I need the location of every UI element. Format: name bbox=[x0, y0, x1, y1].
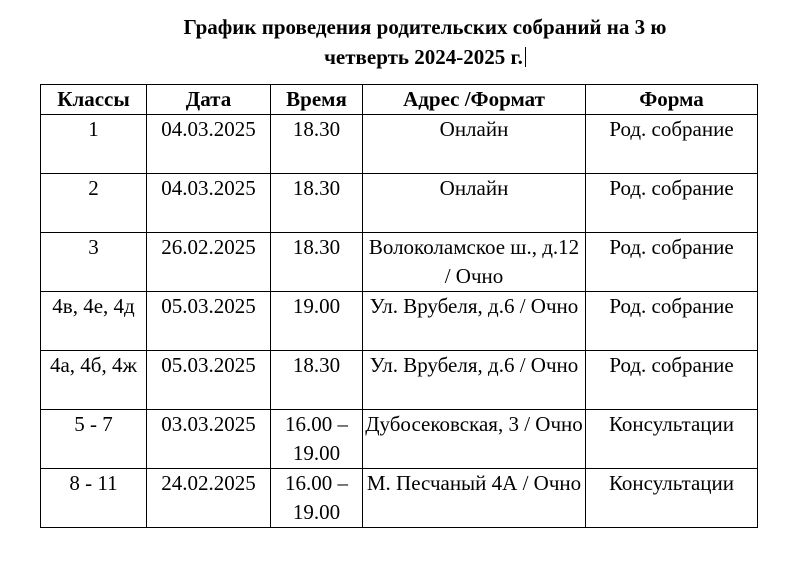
table-row bbox=[41, 292, 758, 351]
text-cursor bbox=[525, 47, 526, 67]
cell-date: 26.02.2025 bbox=[147, 233, 271, 292]
header-classes: Классы bbox=[41, 85, 147, 115]
cell-form: Род. собрание bbox=[586, 115, 758, 174]
cell-classes: 8 - 11 bbox=[41, 469, 147, 528]
cell-date: 05.03.2025 bbox=[147, 292, 271, 351]
document-title-line-1: График проведения родительских собраний на 3 ю bbox=[183, 15, 667, 39]
cell-address: Волоколамское ш., д.12 / Очно bbox=[363, 233, 586, 292]
cell-time: 16.00 – 19.00 bbox=[271, 410, 363, 469]
cell-time: 18.30 bbox=[271, 174, 363, 233]
document-title-line-2 bbox=[0, 42, 800, 72]
table-row bbox=[41, 174, 758, 233]
cell-classes: 5 - 7 bbox=[41, 410, 147, 469]
cell-time: 19.00 bbox=[271, 292, 363, 351]
cell-classes: 3 bbox=[41, 233, 147, 292]
cell-date: 04.03.2025 bbox=[147, 174, 271, 233]
cell-form: Род. собрание bbox=[586, 351, 758, 410]
header-row bbox=[41, 85, 758, 115]
cell-date: 05.03.2025 bbox=[147, 351, 271, 410]
cell-address: Ул. Врубеля, д.6 / Очно bbox=[363, 292, 586, 351]
header-date: Дата bbox=[147, 85, 271, 115]
cell-address: М. Песчаный 4А / Очно bbox=[363, 469, 586, 528]
cell-date: 03.03.2025 bbox=[147, 410, 271, 469]
cell-address: Онлайн bbox=[363, 174, 586, 233]
table-row bbox=[41, 233, 758, 292]
table-header bbox=[41, 85, 758, 115]
cell-date: 04.03.2025 bbox=[147, 115, 271, 174]
cell-form: Консультации bbox=[586, 410, 758, 469]
cell-form: Род. собрание bbox=[586, 233, 758, 292]
cell-time: 16.00 – 19.00 bbox=[271, 469, 363, 528]
cell-time: 18.30 bbox=[271, 115, 363, 174]
meeting-schedule-table bbox=[40, 84, 758, 528]
cell-form: Консультации bbox=[586, 469, 758, 528]
cell-address: Онлайн bbox=[363, 115, 586, 174]
table-row bbox=[41, 410, 758, 469]
cell-form: Род. собрание bbox=[586, 292, 758, 351]
cell-classes: 4в, 4е, 4д bbox=[41, 292, 147, 351]
cell-time: 18.30 bbox=[271, 233, 363, 292]
cell-date: 24.02.2025 bbox=[147, 469, 271, 528]
cell-classes: 2 bbox=[41, 174, 147, 233]
table-row bbox=[41, 115, 758, 174]
table-row bbox=[41, 351, 758, 410]
header-address-format: Адрес /Формат bbox=[363, 85, 586, 115]
document-title bbox=[0, 12, 800, 72]
table-row bbox=[41, 469, 758, 528]
table-body bbox=[41, 115, 758, 528]
cell-address: Ул. Врубеля, д.6 / Очно bbox=[363, 351, 586, 410]
cell-address: Дубосековская, 3 / Очно bbox=[363, 410, 586, 469]
cell-form: Род. собрание bbox=[586, 174, 758, 233]
cell-classes: 1 bbox=[41, 115, 147, 174]
document-title-line-2-text: четверть 2024-2025 г. bbox=[324, 45, 523, 69]
cell-classes: 4а, 4б, 4ж bbox=[41, 351, 147, 410]
cell-time: 18.30 bbox=[271, 351, 363, 410]
header-time: Время bbox=[271, 85, 363, 115]
header-form: Форма bbox=[586, 85, 758, 115]
